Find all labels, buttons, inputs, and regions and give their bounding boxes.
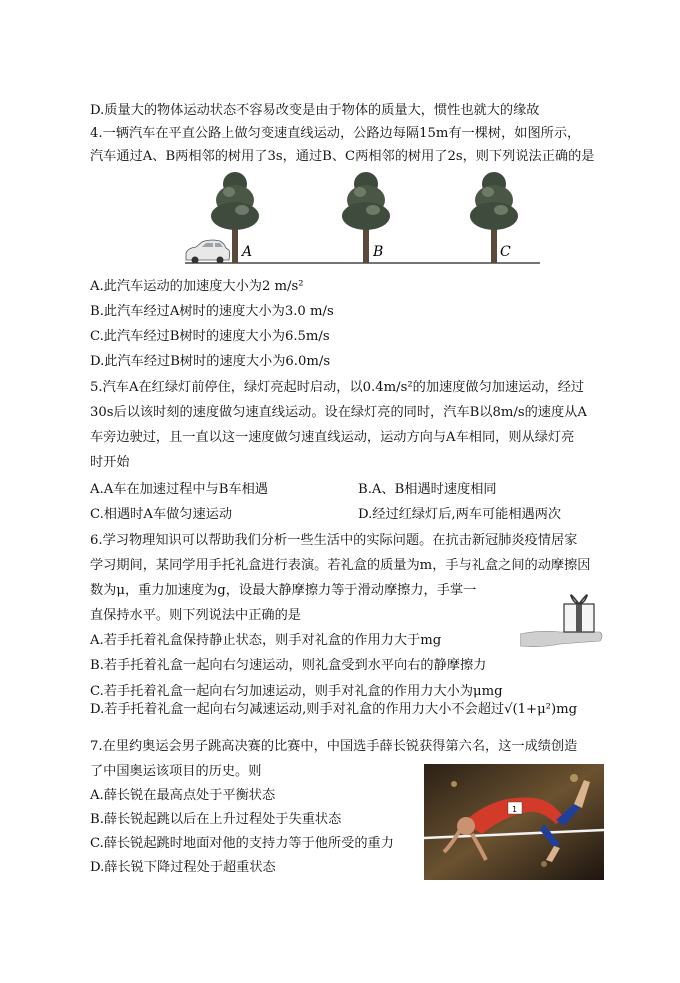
question-7-stem-line1: 7.在里约奥运会男子跳高决赛的比赛中，中国选手薛长锐获得第六名，这一成绩创造 xyxy=(90,739,578,754)
question-5-stem-line4: 时开始 xyxy=(90,455,130,470)
question-4-stem-line2: 汽车通过A、B两相邻的树用了3s，通过B、C两相邻的树用了2s，则下列说法正确的是 xyxy=(90,149,595,164)
car-icon xyxy=(186,240,230,264)
question-5-option-b: B.A、B相遇时速度相同 xyxy=(358,482,497,497)
question-5-stem-line1: 5.汽车A在红绿灯前停住，绿灯亮起时启动，以0.4m/s²的加速度做匀加速运动，经过 xyxy=(90,380,585,395)
question-7-option-a: A.薛长锐在最高点处于平衡状态 xyxy=(90,788,276,803)
question-4-option-d: D.此汽车经过B树时的速度大小为6.0m/s xyxy=(90,354,331,369)
trees-car-figure xyxy=(180,170,550,266)
question-7-option-d: D.薛长锐下降过程处于超重状态 xyxy=(90,860,276,875)
tree-label-c: C xyxy=(500,244,511,260)
question-6-stem-line3: 数为μ，重力加速度为g，设最大静摩擦力等于滑动摩擦力，手掌一 xyxy=(90,583,477,598)
question-4-stem-line1: 4.一辆汽车在平直公路上做匀变速直线运动，公路边每隔15m有一棵树，如图所示， xyxy=(90,126,581,141)
high-jump-photo xyxy=(424,764,604,880)
question-4-option-a: A.此汽车运动的加速度大小为2 m/s² xyxy=(90,279,304,294)
gift-box-hand-image xyxy=(520,586,606,652)
tree-c xyxy=(470,172,518,263)
question-6-option-a: A.若手托着礼盒保持静止状态，则手对礼盒的作用力大于mg xyxy=(90,633,442,648)
jersey-number: 1 xyxy=(512,805,518,814)
question-5-option-d: D.经过红绿灯后,两车可能相遇两次 xyxy=(358,507,562,522)
question-7-option-c: C.薛长锐起跳时地面对他的支持力等于他所受的重力 xyxy=(90,836,394,851)
question-7-option-b: B.薛长锐起跳以后在上升过程处于失重状态 xyxy=(90,812,342,827)
question-6-stem-line2: 学习期间，某同学用手托礼盒进行表演。若礼盒的质量为m，手与礼盒之间的动摩擦因 xyxy=(90,558,591,573)
question-5-option-c: C.相遇时A车做匀速运动 xyxy=(90,507,233,522)
question-5-stem-line3: 车旁边驶过，且一直以这一速度做匀速直线运动，运动方向与A车相同，则从绿灯亮 xyxy=(90,430,575,445)
option-d-previous: D.质量大的物体运动状态不容易改变是由于物体的质量大，惯性也就大的缘故 xyxy=(90,103,540,118)
question-4-option-b: B.此汽车经过A树时的速度大小为3.0 m/s xyxy=(90,304,334,319)
question-5-stem-line2: 30s后以该时刻的速度做匀速直线运动。设在绿灯亮的同时，汽车B以8m/s的速度从A xyxy=(90,405,587,420)
question-6-option-b: B.若手托着礼盒一起向右匀速运动，则礼盒受到水平向右的静摩擦力 xyxy=(90,658,487,673)
question-6-option-c: C.若手托着礼盒一起向右匀加速运动，则手对礼盒的作用力大小为μmg xyxy=(90,684,503,699)
question-5-option-a: A.A车在加速过程中与B车相遇 xyxy=(90,482,268,497)
question-6-stem-line1: 6.学习物理知识可以帮助我们分析一些生活中的实际问题。在抗击新冠肺炎疫情居家 xyxy=(90,533,578,548)
question-6-option-d: D.若手托着礼盒一起向右匀减速运动,则手对礼盒的作用力大小不会超过√(1+μ²)mg xyxy=(90,702,578,717)
question-4-option-c: C.此汽车经过B树时的速度大小为6.5m/s xyxy=(90,329,330,344)
tree-label-b: B xyxy=(373,244,384,260)
tree-label-a: A xyxy=(242,244,253,260)
question-6-stem-line4: 直保持水平。则下列说法中正确的是 xyxy=(90,608,301,623)
question-7-stem-line2: 了中国奥运该项目的历史。则 xyxy=(90,764,262,779)
